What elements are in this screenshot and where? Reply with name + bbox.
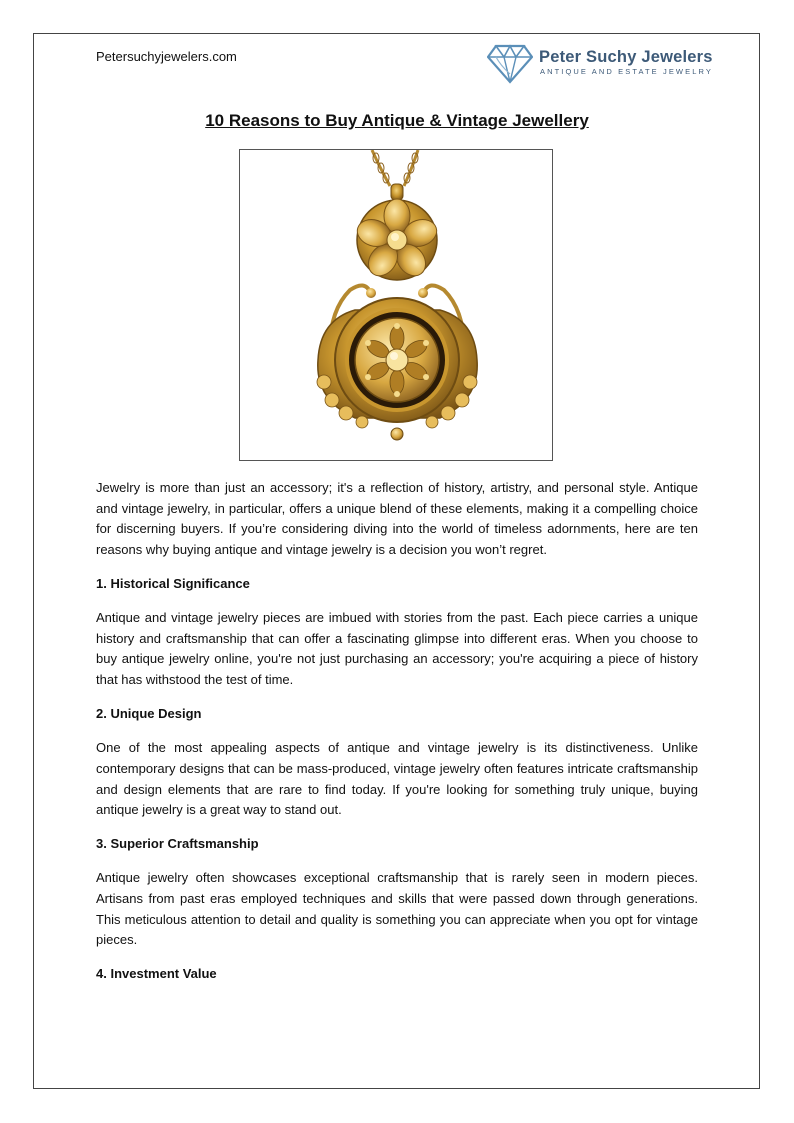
antique-gold-pendant-icon	[240, 150, 552, 460]
section-heading: 1. Historical Significance	[96, 575, 250, 591]
section-body: Antique jewelry often showcases exceptional craftsmanship that is rarely seen in modern pieces. Artisans from past eras employed techniques and skills that were passed down through generations. This meticulous attention to detail and quality is something you can appreciate when you opt for vintage pieces.	[96, 870, 698, 948]
logo-tagline: ANTIQUE AND ESTATE JEWELRY	[540, 67, 713, 76]
article-body	[96, 478, 698, 999]
section-heading: 3. Superior Craftsmanship	[96, 836, 259, 852]
page-title: 10 Reasons to Buy Antique & Vintage Jewellery	[205, 111, 589, 130]
section-body: Antique and vintage jewelry pieces are imbued with stories from the past. Each piece carries a unique history and craftsmanship that can offer a fascinating glimpse into different eras. When you choose to buy antique jewelry online, you're not just purchasing an accessory; you're acquiring a piece of history that has withstood the test of time.	[96, 610, 698, 687]
logo-name: Peter Suchy Jewelers	[539, 48, 713, 66]
section-heading: 2. Unique Design	[96, 706, 202, 722]
diamond-icon	[487, 44, 533, 84]
section-body: One of the most appealing aspects of antique and vintage jewelry is its distinctiveness. Unlike contemporary designs that can be mass-produced, vintage jewelry often features intricate craftsmanship and design elements that are rare to find today. If you're looking for something truly unique, buying antique jewelry is a great way to stand out.	[96, 740, 698, 818]
intro-paragraph: Jewelry is more than just an accessory; it's a reflection of history, artistry, and personal style. Antique and vintage jewelry, in particular, offers a unique blend of these elements, making it a compelling choice for discerning buyers. If you’re considering diving into the world of timeless adornments, here are ten reasons why buying antique and vintage jewelry is a decision you won’t regret.	[96, 480, 698, 557]
site-url: Petersuchyjewelers.com	[96, 49, 237, 64]
brand-logo	[487, 44, 713, 84]
product-image	[239, 149, 553, 461]
section-heading: 4. Investment Value	[96, 966, 217, 982]
